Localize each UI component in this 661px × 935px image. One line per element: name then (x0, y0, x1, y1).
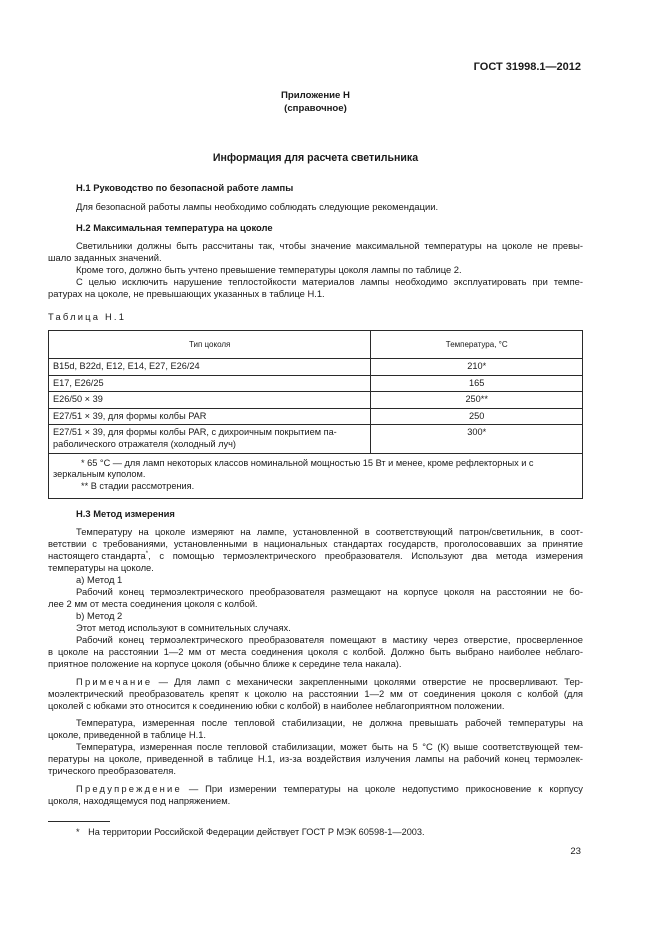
footnote-marker: * (145, 550, 149, 557)
table-row (49, 408, 583, 425)
section-h1-heading: Н.1 Руководство по безопасной работе лампы (76, 182, 294, 193)
table-row (49, 375, 583, 392)
table-notes-row (49, 453, 583, 499)
h2-paragraph-1-line-2: шало заданных значений. (48, 252, 162, 263)
column-header-temperature: Температура, °С (371, 331, 583, 359)
h2-paragraph-2: Кроме того, должно быть учтено превышение температуры цоколя лампы по таблице 2. (76, 264, 462, 275)
temperature-cell: 165 (371, 375, 583, 392)
page-title: Информация для расчета светильника (212, 152, 419, 164)
method-b-line-3: приятное положение на корпусе цоколя (обычно ближе к середине тела накала). (48, 658, 402, 669)
cap-type-cell: E26/50 × 39 (49, 392, 371, 409)
footnote-text: На территории Российской Федерации действует ГОСТ Р МЭК 60598-1—2003. (88, 827, 425, 837)
h3-paragraph-1-line-4: температуры на цоколе. (48, 562, 154, 573)
page-footnote (76, 827, 425, 837)
table-footnote-2: ** В стадии рассмотрения. (81, 480, 195, 491)
table-row (49, 359, 583, 376)
footnote-marker-bottom: * (76, 827, 80, 837)
temperature-cell: 250 (371, 408, 583, 425)
method-b-note: Этот метод используют в сомнительных случаях. (76, 622, 291, 633)
section-h2-heading: Н.2 Максимальная температура на цоколе (76, 222, 273, 233)
h3-paragraph-2-line-1: Температура, измеренная после тепловой стабилизации, не должна превышать рабочей температуры на (76, 717, 583, 728)
h3-paragraph-3-line-2: пературы на цоколе, приведенной в таблице Н.1, из-за воздействия излучения лампы на рабочий конец термоэлек- (48, 753, 583, 764)
h3-paragraph-1-line-3-end: , с помощью термоэлектрического преобразователя. Используют два метода измерения (148, 550, 583, 561)
h3-paragraph-1-line-3-start (48, 550, 148, 561)
temperature-cell: 250** (371, 392, 583, 409)
temperature-cell: 210* (371, 359, 583, 376)
cap-type-cell: B15d, B22d, E12, E14, E27, E26/24 (49, 359, 371, 376)
table-caption: Таблица Н.1 (48, 311, 127, 322)
standard-number: ГОСТ 31998.1—2012 (473, 61, 581, 73)
cap-type-cell: E27/51 × 39, для формы колбы PAR (49, 408, 371, 425)
h3-paragraph-1-line-2: ветствии с требованиями, установленными в национальных стандартах государств, проголосовавших за принятие (48, 538, 583, 549)
note-line-1 (76, 676, 583, 687)
method-a-label: а) Метод 1 (76, 574, 123, 585)
note-label: Примечание (76, 676, 153, 687)
h2-paragraph-3-line-2: ратурах на цоколе, не превышающих указанных в таблице Н.1. (48, 288, 325, 299)
table-notes (49, 453, 583, 499)
standard-reference: настоящего стандарта (48, 550, 146, 561)
footnote-divider (48, 821, 110, 822)
h3-paragraph-1-line-1: Температуру на цоколе измеряют на лампе, установленной в соответствующий патрон/светильник, в соот- (76, 526, 583, 537)
temperature-cell: 300* (371, 425, 583, 453)
table-header-row (49, 331, 583, 359)
warning-line-1 (76, 783, 583, 794)
table-row (49, 392, 583, 409)
h2-paragraph-1-line-1: Светильники должны быть рассчитаны так, чтобы значение максимальной температуры на цоколе не превы- (76, 240, 583, 251)
table-row (49, 425, 583, 453)
h3-paragraph-3-line-1: Температура, измеренная после тепловой стабилизации, может быть на 5 °С (К) выше соответствующей тем- (76, 741, 583, 752)
table-footnote-1: * 65 °C — для ламп некоторых классов номинальной мощностью 15 Вт и менее, кроме рефлекторных и с зеркальным куполом. (53, 457, 534, 480)
h3-paragraph-3-line-3: трического преобразователя. (48, 765, 176, 776)
column-header-cap-type: Тип цоколя (49, 331, 371, 359)
h2-paragraph-3-line-1: С целью исключить нарушение теплостойкости материалов лампы необходимо эксплуатировать при темпе- (76, 276, 583, 287)
page-number: 23 (570, 846, 581, 857)
method-a-line-2: лее 2 мм от места соединения цоколя с колбой. (48, 598, 258, 609)
method-b-label: b) Метод 2 (76, 610, 123, 621)
temperature-table (48, 330, 583, 499)
warning-line-2: цоколя, находящемуся под напряжением. (48, 795, 231, 806)
appendix-subtitle: (справочное) (284, 103, 347, 114)
section-h1-text: Для безопасной работы лампы необходимо соблюдать следующие рекомендации. (76, 201, 439, 212)
h3-paragraph-2-line-2: цоколе, приведенной в таблице Н.1. (48, 729, 207, 740)
note-line-3: цоколей с юбками это относится к соединению юбки с колбой) в наиболее неблагоприятном положении. (48, 700, 505, 711)
cap-type-cell: E17, E26/25 (49, 375, 371, 392)
note-line-2: моэлектрический преобразователь крепят к цоколю на расстоянии 1—2 мм от соединения цоколя с колбой (для (48, 688, 583, 699)
appendix-title: Приложение Н (281, 90, 350, 101)
method-b-line-2: в цоколе на расстоянии 1—2 мм от места соединения цоколя с колбой. Должно быть выбрано наиболее неблаго- (48, 646, 583, 657)
warning-label: Предупреждение (76, 783, 182, 794)
method-b-line-1: Рабочий конец термоэлектрического преобразователя помещают в мастику через отверстие, просверленное (76, 634, 583, 645)
warning-text-1: — При измерении температуры на цоколе недопустимо прикосновение к корпусу (181, 783, 583, 794)
note-text-1: — Для ламп с механически закрепленными цоколями отверстие не просверливают. Тер- (152, 676, 583, 687)
cap-type-cell: E27/51 × 39, для формы колбы PAR, с дихроичным покрытием па- раболического отражателя (холодный луч) (49, 425, 371, 453)
method-a-line-1: Рабочий конец термоэлектрического преобразователя размещают на корпусе цоколя на расстоянии не бо- (76, 586, 583, 597)
h3-paragraph-1-line-3 (48, 550, 583, 561)
section-h3-heading: Н.3 Метод измерения (76, 508, 175, 519)
